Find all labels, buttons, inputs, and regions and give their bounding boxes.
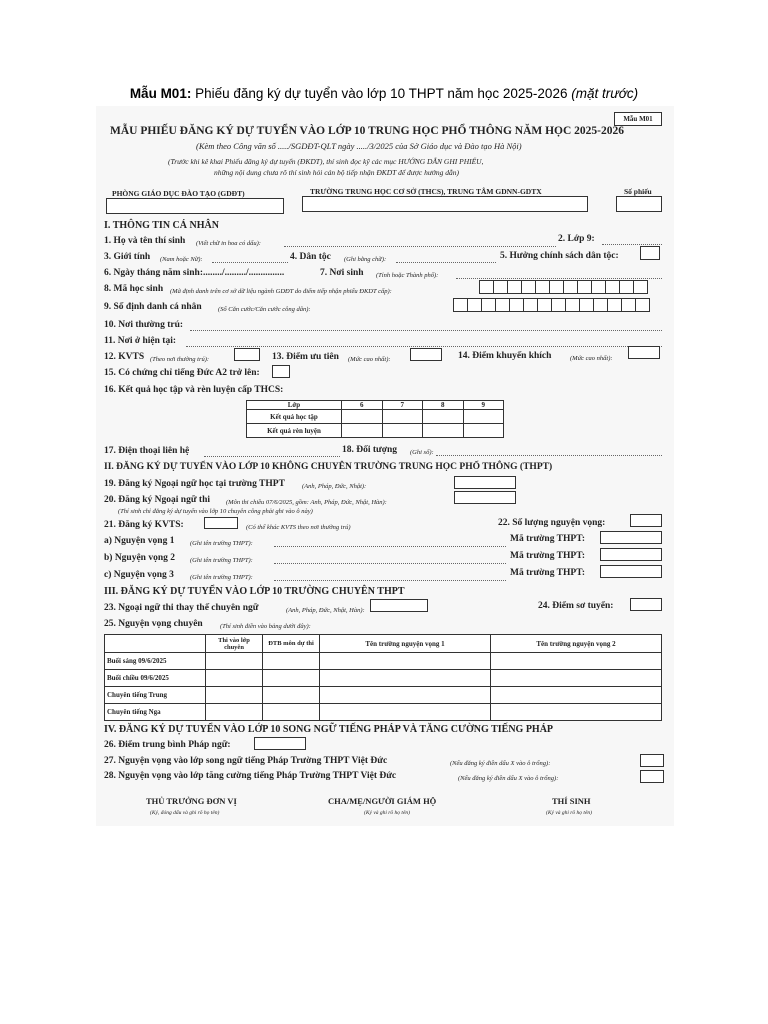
hint-wish-2: (Ghi tên trường THPT): <box>190 557 253 564</box>
label-wish-2: b) Nguyện vọng 2 <box>104 553 175 563</box>
label-priority-score: 13. Điểm ưu tiên <box>272 352 339 362</box>
hint-birthplace: (Tỉnh hoặc Thành phố): <box>376 272 439 279</box>
table-row <box>105 653 662 670</box>
label-wish-3: c) Nguyện vọng 3 <box>104 570 174 580</box>
label-thcs-results: 16. Kết quả học tập và rèn luyện cấp THCS: <box>104 385 284 395</box>
caption-code: Mẫu M01: <box>129 86 192 101</box>
gender-field[interactable] <box>212 262 288 263</box>
spec-cell[interactable] <box>206 670 263 687</box>
signature-candidate-hint: (Ký và ghi rõ họ tên) <box>546 810 592 816</box>
ticket-field[interactable] <box>616 196 662 212</box>
wish-count-box[interactable] <box>630 514 662 527</box>
label-ethnic-policy: 5. Hưởng chính sách dân tộc: <box>500 251 619 261</box>
label-school-code-2: Mã trường THPT: <box>510 551 585 561</box>
table-row <box>105 704 662 721</box>
label-full-name: 1. Họ và tên thí sinh <box>104 236 186 246</box>
spec-cell[interactable] <box>320 670 491 687</box>
bonus-score-box[interactable] <box>628 346 660 359</box>
priority-score-box[interactable] <box>410 348 442 361</box>
french-bilingual-box[interactable] <box>640 754 664 767</box>
hint-personal-id: (Số Căn cước/Căn cước công dân): <box>218 306 311 313</box>
registration-form <box>96 106 674 826</box>
spec-cell[interactable] <box>491 704 662 721</box>
signature-principal-hint: (Ký, đóng dấu và ghi rõ họ tên) <box>150 810 220 816</box>
spec-header: Thi vào lớp chuyên <box>206 635 263 653</box>
spec-cell[interactable] <box>263 670 320 687</box>
label-wish-1: a) Nguyện vọng 1 <box>104 536 175 546</box>
spec-header: Tên trường nguyện vọng 1 <box>320 635 491 653</box>
label-register-kvts: 21. Đăng ký KVTS: <box>104 520 184 530</box>
section-personal-info: I. THÔNG TIN CÁ NHÂN <box>104 220 219 231</box>
spec-row-label: Buổi sáng 09/6/2025 <box>105 653 206 670</box>
label-kvts: 12. KVTS <box>104 352 145 362</box>
spec-row-label: Chuyên tiếng Trung <box>105 687 206 704</box>
hint-priority-score: (Mức cao nhất): <box>348 356 391 363</box>
section-regular-school: II. ĐĂNG KÝ DỰ TUYỂN VÀO LỚP 10 KHÔNG CHUYÊN TRƯỜNG TRUNG HỌC PHỔ THÔNG (THPT) <box>104 462 553 472</box>
signature-principal: THỦ TRƯỞNG ĐƠN VỊ <box>146 796 237 806</box>
spec-cell[interactable] <box>206 653 263 670</box>
hint-wish-1: (Ghi tên trường THPT): <box>190 540 253 547</box>
header-ticket: Số phiếu <box>624 187 652 196</box>
grades-header-row <box>247 401 504 410</box>
label-school-code-3: Mã trường THPT: <box>510 568 585 578</box>
grade-cell[interactable] <box>423 410 464 424</box>
label-school-code-1: Mã trường THPT: <box>510 534 585 544</box>
grade-cell[interactable] <box>463 424 504 438</box>
permanent-address-field[interactable] <box>190 330 662 331</box>
hint-replacement-language: (Anh, Pháp, Đức, Nhật, Hàn): <box>286 607 365 614</box>
spec-row-label: Buổi chiều 09/6/2025 <box>105 670 206 687</box>
hint-ethnicity: (Ghi bằng chữ): <box>344 256 387 263</box>
header-department: PHÒNG GIÁO DỤC ĐÀO TẠO (GDĐT) <box>112 189 245 198</box>
grade-cell[interactable] <box>382 410 423 424</box>
spec-cell[interactable] <box>320 653 491 670</box>
label-specialized-wish: 25. Nguyện vọng chuyên <box>104 619 203 629</box>
hint-register-kvts: (Có thể khác KVTS theo nơi thường trú) <box>246 524 351 531</box>
spec-cell[interactable] <box>491 670 662 687</box>
label-french-bilingual: 27. Nguyện vọng vào lớp song ngữ tiếng Pháp Trường THPT Việt Đức <box>104 756 388 766</box>
hint-school-language: (Anh, Pháp, Đức, Nhật): <box>302 483 367 490</box>
label-exam-language: 20. Đăng ký Ngoại ngữ thi <box>104 495 210 505</box>
ethnicity-field[interactable] <box>396 262 496 263</box>
spec-cell[interactable] <box>263 704 320 721</box>
label-school-language: 19. Đăng ký Ngoại ngữ học tại trường THPT <box>104 479 285 489</box>
label-phone: 17. Điện thoại liên hệ <box>104 446 190 456</box>
replacement-language-box[interactable] <box>370 599 428 612</box>
label-preliminary-score: 24. Điểm sơ tuyển: <box>538 601 614 611</box>
class9-field[interactable] <box>602 244 662 245</box>
german-cert-box[interactable] <box>272 365 290 378</box>
signature-guardian: CHA/MẸ/NGƯỜI GIÁM HỘ <box>328 796 437 806</box>
spec-cell[interactable] <box>320 687 491 704</box>
grade-cell[interactable] <box>342 424 383 438</box>
french-enhanced-box[interactable] <box>640 770 664 783</box>
grade-cell[interactable] <box>382 424 423 438</box>
spec-cell[interactable] <box>320 704 491 721</box>
hint-exam-language: (Môn thi chiều 07/6/2025, gồm: Anh, Pháp, Đức, Nhật, Hàn): <box>226 499 387 506</box>
department-field[interactable] <box>106 198 284 214</box>
birthplace-field[interactable] <box>456 278 662 279</box>
label-permanent-address: 10. Nơi thường trú: <box>104 320 184 330</box>
hint-bonus-score: (Mức cao nhất): <box>570 355 613 362</box>
form-instruction-1: (Trước khi kê khai Phiếu đăng ký dự tuyển (ĐKDT), thí sinh đọc kỹ các mục HƯỚNG DẪN GHI PHIẾU, <box>168 157 484 166</box>
grades-header: 8 <box>423 401 464 410</box>
spec-header <box>105 635 206 653</box>
table-row <box>247 410 504 424</box>
grades-header: 9 <box>463 401 504 410</box>
caption-side: (mặt trước) <box>571 86 639 101</box>
grade-cell[interactable] <box>342 410 383 424</box>
table-row <box>105 670 662 687</box>
grade-cell[interactable] <box>463 410 504 424</box>
grades-table <box>246 400 504 438</box>
current-address-field[interactable] <box>186 346 662 347</box>
label-bonus-score: 14. Điểm khuyến khích <box>458 351 552 361</box>
label-target-group: 18. Đối tượng <box>342 445 398 455</box>
label-wish-count: 22. Số lượng nguyện vọng: <box>498 518 606 528</box>
label-french-enhanced: 28. Nguyện vọng vào lớp tăng cường tiếng Pháp Trường THPT Việt Đức <box>104 771 397 781</box>
grades-row-label: Kết quả học tập <box>247 410 342 424</box>
label-french-average: 26. Điểm trung bình Pháp ngữ: <box>104 740 231 750</box>
note-exam-language: (Thí sinh chỉ đăng ký dự tuyển vào lớp 10 chuyên công phải ghi vào ô này) <box>118 508 313 515</box>
caption-text: Phiếu đăng ký dự tuyển vào lớp 10 THPT năm học 2025-2026 <box>191 86 572 101</box>
form-title: MẪU PHIẾU ĐĂNG KÝ DỰ TUYỂN VÀO LỚP 10 TRUNG HỌC PHỔ THÔNG NĂM HỌC 2025-2026 <box>110 125 625 137</box>
spec-header: ĐTB môn dự thi <box>263 635 320 653</box>
grades-header: 6 <box>342 401 383 410</box>
hint-wish-3: (Ghi tên trường THPT): <box>190 574 253 581</box>
spec-cell[interactable] <box>491 687 662 704</box>
register-kvts-box[interactable] <box>204 517 238 529</box>
school-field[interactable] <box>302 196 588 212</box>
school-language-box[interactable] <box>454 476 516 489</box>
label-ethnicity: 4. Dân tộc <box>290 252 331 262</box>
hint-french-bilingual: (Nếu đăng ký điền dấu X vào ô trống): <box>450 760 551 767</box>
form-badge: Mẫu M01 <box>614 112 662 126</box>
spec-cell[interactable] <box>491 653 662 670</box>
full-name-field[interactable] <box>284 246 556 247</box>
grades-header: Lớp <box>247 401 342 410</box>
hint-full-name: (Viết chữ in hoa có dấu): <box>196 240 261 247</box>
spec-cell[interactable] <box>263 687 320 704</box>
signature-guardian-hint: (Ký và ghi rõ họ tên) <box>364 810 410 816</box>
french-average-box[interactable] <box>254 737 306 750</box>
spec-cell[interactable] <box>263 653 320 670</box>
form-subtitle: (Kèm theo Công văn số ...../SGDĐT-QLT ngày ...../3/2025 của Sở Giáo dục và Đào tạo Hà Nội) <box>196 141 522 151</box>
preliminary-score-box[interactable] <box>630 598 662 611</box>
grades-header: 7 <box>382 401 423 410</box>
student-code-grid[interactable] <box>480 280 648 294</box>
wish-3-field[interactable] <box>274 580 506 581</box>
wish-2-field[interactable] <box>274 563 506 564</box>
personal-id-grid[interactable] <box>454 298 650 312</box>
table-row <box>105 687 662 704</box>
exam-language-box[interactable] <box>454 491 516 504</box>
form-instruction-2: những nội dung chưa rõ thí sinh hỏi cán bộ tiếp nhận ĐKDT để được hướng dẫn) <box>214 168 460 177</box>
hint-french-enhanced: (Nếu đăng ký điền dấu X vào ô trống): <box>458 775 559 782</box>
ethnic-policy-box[interactable] <box>640 246 660 260</box>
hint-gender: (Nam hoặc Nữ): <box>160 256 203 263</box>
label-student-code: 8. Mã học sinh <box>104 284 164 294</box>
hint-specialized-wish: (Thí sinh điền vào bảng dưới đây): <box>220 623 311 630</box>
hint-student-code: (Mã định danh trên cơ sở dữ liệu ngành GDĐT do điểm tiếp nhận phiếu ĐKDT cấp): <box>170 288 392 295</box>
target-group-field[interactable] <box>436 455 662 456</box>
kvts-box[interactable] <box>234 348 260 361</box>
header-school: TRƯỜNG TRUNG HỌC CƠ SỞ (THCS), TRUNG TÂM GDNN-GDTX <box>310 187 542 196</box>
section-french-program: IV. ĐĂNG KÝ DỰ TUYỂN VÀO LỚP 10 SONG NGỮ TIẾNG PHÁP VÀ TĂNG CƯỜNG TIẾNG PHÁP <box>104 724 554 735</box>
grade-cell[interactable] <box>423 424 464 438</box>
school-code-3-box[interactable] <box>600 565 662 578</box>
label-current-address: 11. Nơi ở hiện tại: <box>104 336 177 346</box>
spec-cell[interactable] <box>206 687 263 704</box>
label-birthplace: 7. Nơi sinh <box>320 268 364 278</box>
section-specialized-school: III. ĐĂNG KÝ DỰ TUYỂN VÀO LỚP 10 TRƯỜNG CHUYÊN THPT <box>104 586 405 597</box>
signature-candidate: THÍ SINH <box>552 796 591 806</box>
spec-cell[interactable] <box>206 704 263 721</box>
hint-target-group: (Ghi số): <box>410 449 434 456</box>
label-gender: 3. Giới tính <box>104 252 151 262</box>
label-birthdate: 6. Ngày tháng năm sinh:......../........./............... <box>104 268 285 278</box>
grades-row-label: Kết quả rèn luyện <box>247 424 342 438</box>
table-row <box>247 424 504 438</box>
label-class9: 2. Lớp 9: <box>558 234 595 244</box>
spec-row-label: Chuyên tiếng Nga <box>105 704 206 721</box>
label-replacement-language: 23. Ngoại ngữ thi thay thế chuyên ngữ <box>104 603 259 613</box>
wish-1-field[interactable] <box>274 546 506 547</box>
school-code-2-box[interactable] <box>600 548 662 561</box>
school-code-1-box[interactable] <box>600 531 662 544</box>
phone-field[interactable] <box>204 456 340 457</box>
hint-kvts: (Theo nơi thường trú): <box>150 356 210 363</box>
spec-header: Tên trường nguyện vọng 2 <box>491 635 662 653</box>
page-caption <box>0 86 768 101</box>
specialized-table <box>104 634 662 721</box>
label-german-cert: 15. Có chứng chỉ tiếng Đức A2 trở lên: <box>104 368 260 378</box>
specialized-header-row <box>105 635 662 653</box>
label-personal-id: 9. Số định danh cá nhân <box>104 302 202 312</box>
